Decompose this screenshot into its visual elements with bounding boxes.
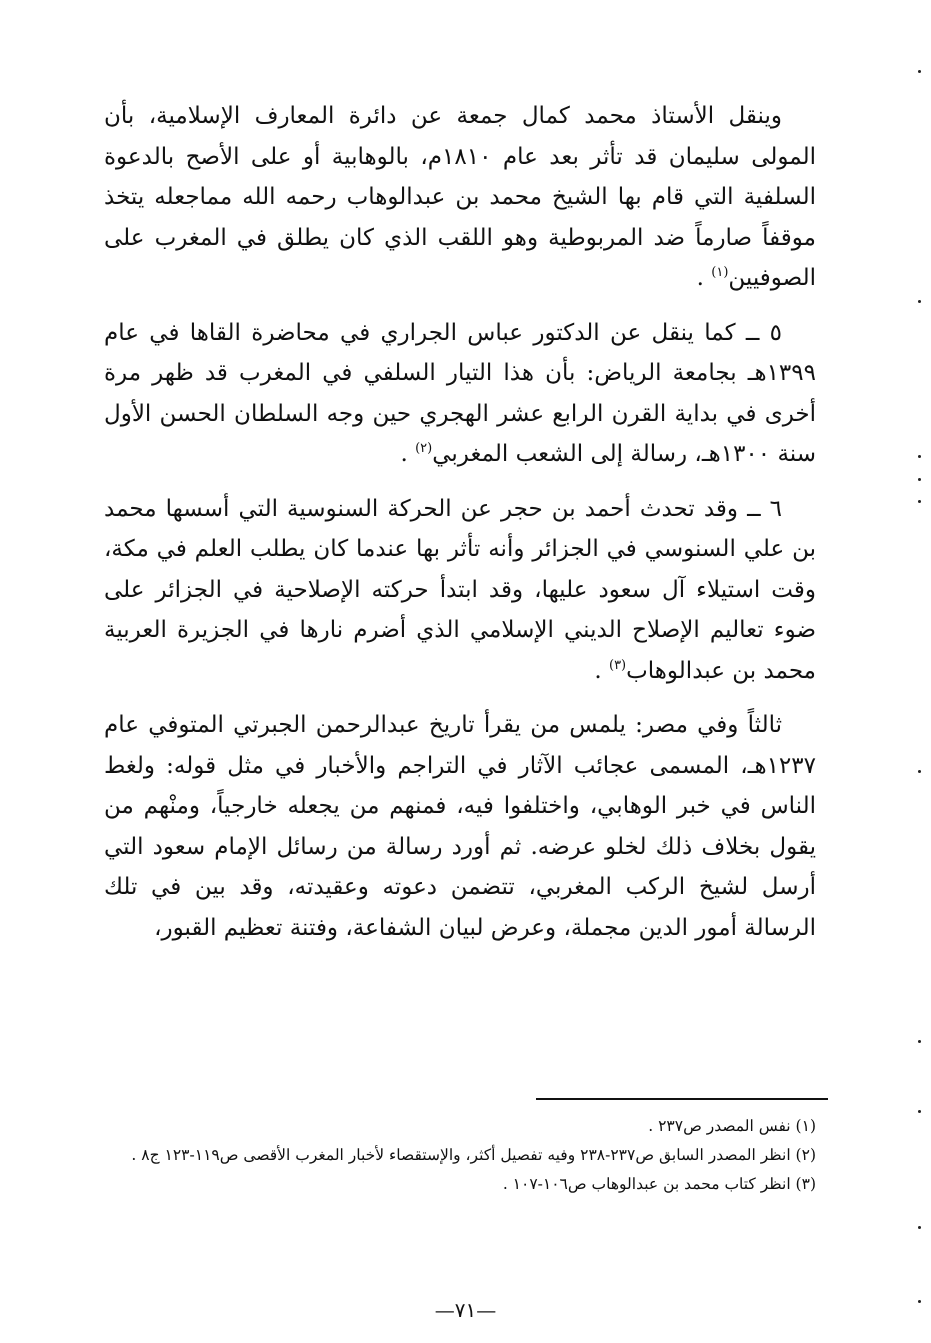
paragraph-text: ٥ ــ كما ينقل عن الدكتور عباس الجراري في محاضرة القاها في عام ١٣٩٩هـ بجامعة الرياض: بأن هذا التيار السلفي في المغرب قد ظهر مرة أخرى في بداية القرن الرابع عشر الهجري حين وجه السلطان الحسن الأول سنة ١٣٠٠هـ، رسالة إلى الشعب المغربي — [104, 319, 816, 467]
paragraph-6-sanusi — [104, 489, 816, 692]
footnote-ref-3[interactable]: (٣) — [608, 657, 627, 673]
scan-speck — [918, 1040, 921, 1043]
scan-speck — [918, 478, 921, 481]
scan-speck — [918, 70, 921, 73]
scan-edge-marks — [900, 0, 931, 1343]
paragraph-text: ثالثاً وفي مصر: يلمس من يقرأ تاريخ عبدالرحمن الجبرتي المتوفي عام ١٢٣٧هـ، المسمى عجائب الآثار في التراجم والأخبار في مثل قوله: ولغط الناس في خبر الوهابي، واختلفوا فيه، فمنهم من يجعله خارجياً، ومنْهم من يقول بخلاف ذلك لخلو عرضه. ثم أورد رسالة من رسائل الإمام سعود التي أرسل لشيخ الركب المغربي، تتضمن دعوته وعقيدته، وقد بين في تلك الرسالة أمور الدين مجملة، وعرض لبيان الشفاعة، وفتنة تعظيم القبور، — [104, 712, 816, 941]
paragraph-mawla-sulayman — [104, 96, 816, 299]
scan-speck — [918, 1110, 921, 1113]
paragraph-text: ٦ ــ وقد تحدث أحمد بن حجر عن الحركة السنوسية التي أسسها محمد بن علي السنوسي في الجزائر وأنه تأثر بها عندما كان يطلب العلم في مكة، وقت استيلاء آل سعود عليها، وقد ابتدأ حركته الإصلاحية في الجزائر على ضوء تعاليم الإصلاح الديني الإسلامي الذي أضرم نارها في الجزيرة العربية محمد بن عبدالوهاب — [104, 495, 816, 684]
page-number: —٧١— — [434, 1298, 497, 1322]
paragraph-third-egypt — [104, 705, 816, 948]
footnote-separator — [536, 1098, 828, 1100]
scan-speck — [918, 455, 921, 458]
scan-speck — [918, 1300, 921, 1303]
footnotes — [104, 1112, 816, 1199]
paragraph-end: . — [594, 657, 609, 684]
footnote-3: (٣) انظر كتاب محمد بن عبدالوهاب ص١٠٦-١٠٧ . — [502, 1175, 816, 1193]
scan-speck — [918, 500, 921, 503]
footnote-2: (٢) انظر المصدر السابق ص٢٣٧-٢٣٨ وفيه تفصيل أكثر، والإستقصاء لأخبار المغرب الأقصى ص١١٩-١٢٣ ج٨ . — [131, 1146, 816, 1164]
paragraph-text: وينقل الأستاذ محمد كمال جمعة عن دائرة المعارف الإسلامية، بأن المولى سليمان قد تأثر بعد عام ١٨١٠م، بالوهابية أو على الأصح بالدعوة السلفية التي قام بها الشيخ محمد بن عبدالوهاب رحمه الله مماجعله يتخذ موقفاً صارماً ضد المربوطية وهو اللقب الذي كان يطلق في المغرب على الصوفيين — [104, 103, 816, 291]
footnote-ref-2[interactable]: (٢) — [415, 441, 433, 456]
scan-speck — [918, 300, 921, 303]
scan-speck — [918, 1226, 921, 1229]
footnote-1: (١) نفس المصدر ص٢٣٧ . — [648, 1117, 816, 1135]
scan-speck — [918, 770, 921, 773]
footnote-ref-1[interactable]: (١) — [711, 265, 729, 280]
main-text — [104, 96, 816, 966]
paragraph-end: . — [696, 265, 712, 291]
paragraph-5-jarari — [104, 313, 816, 475]
paragraph-end: . — [400, 441, 416, 467]
